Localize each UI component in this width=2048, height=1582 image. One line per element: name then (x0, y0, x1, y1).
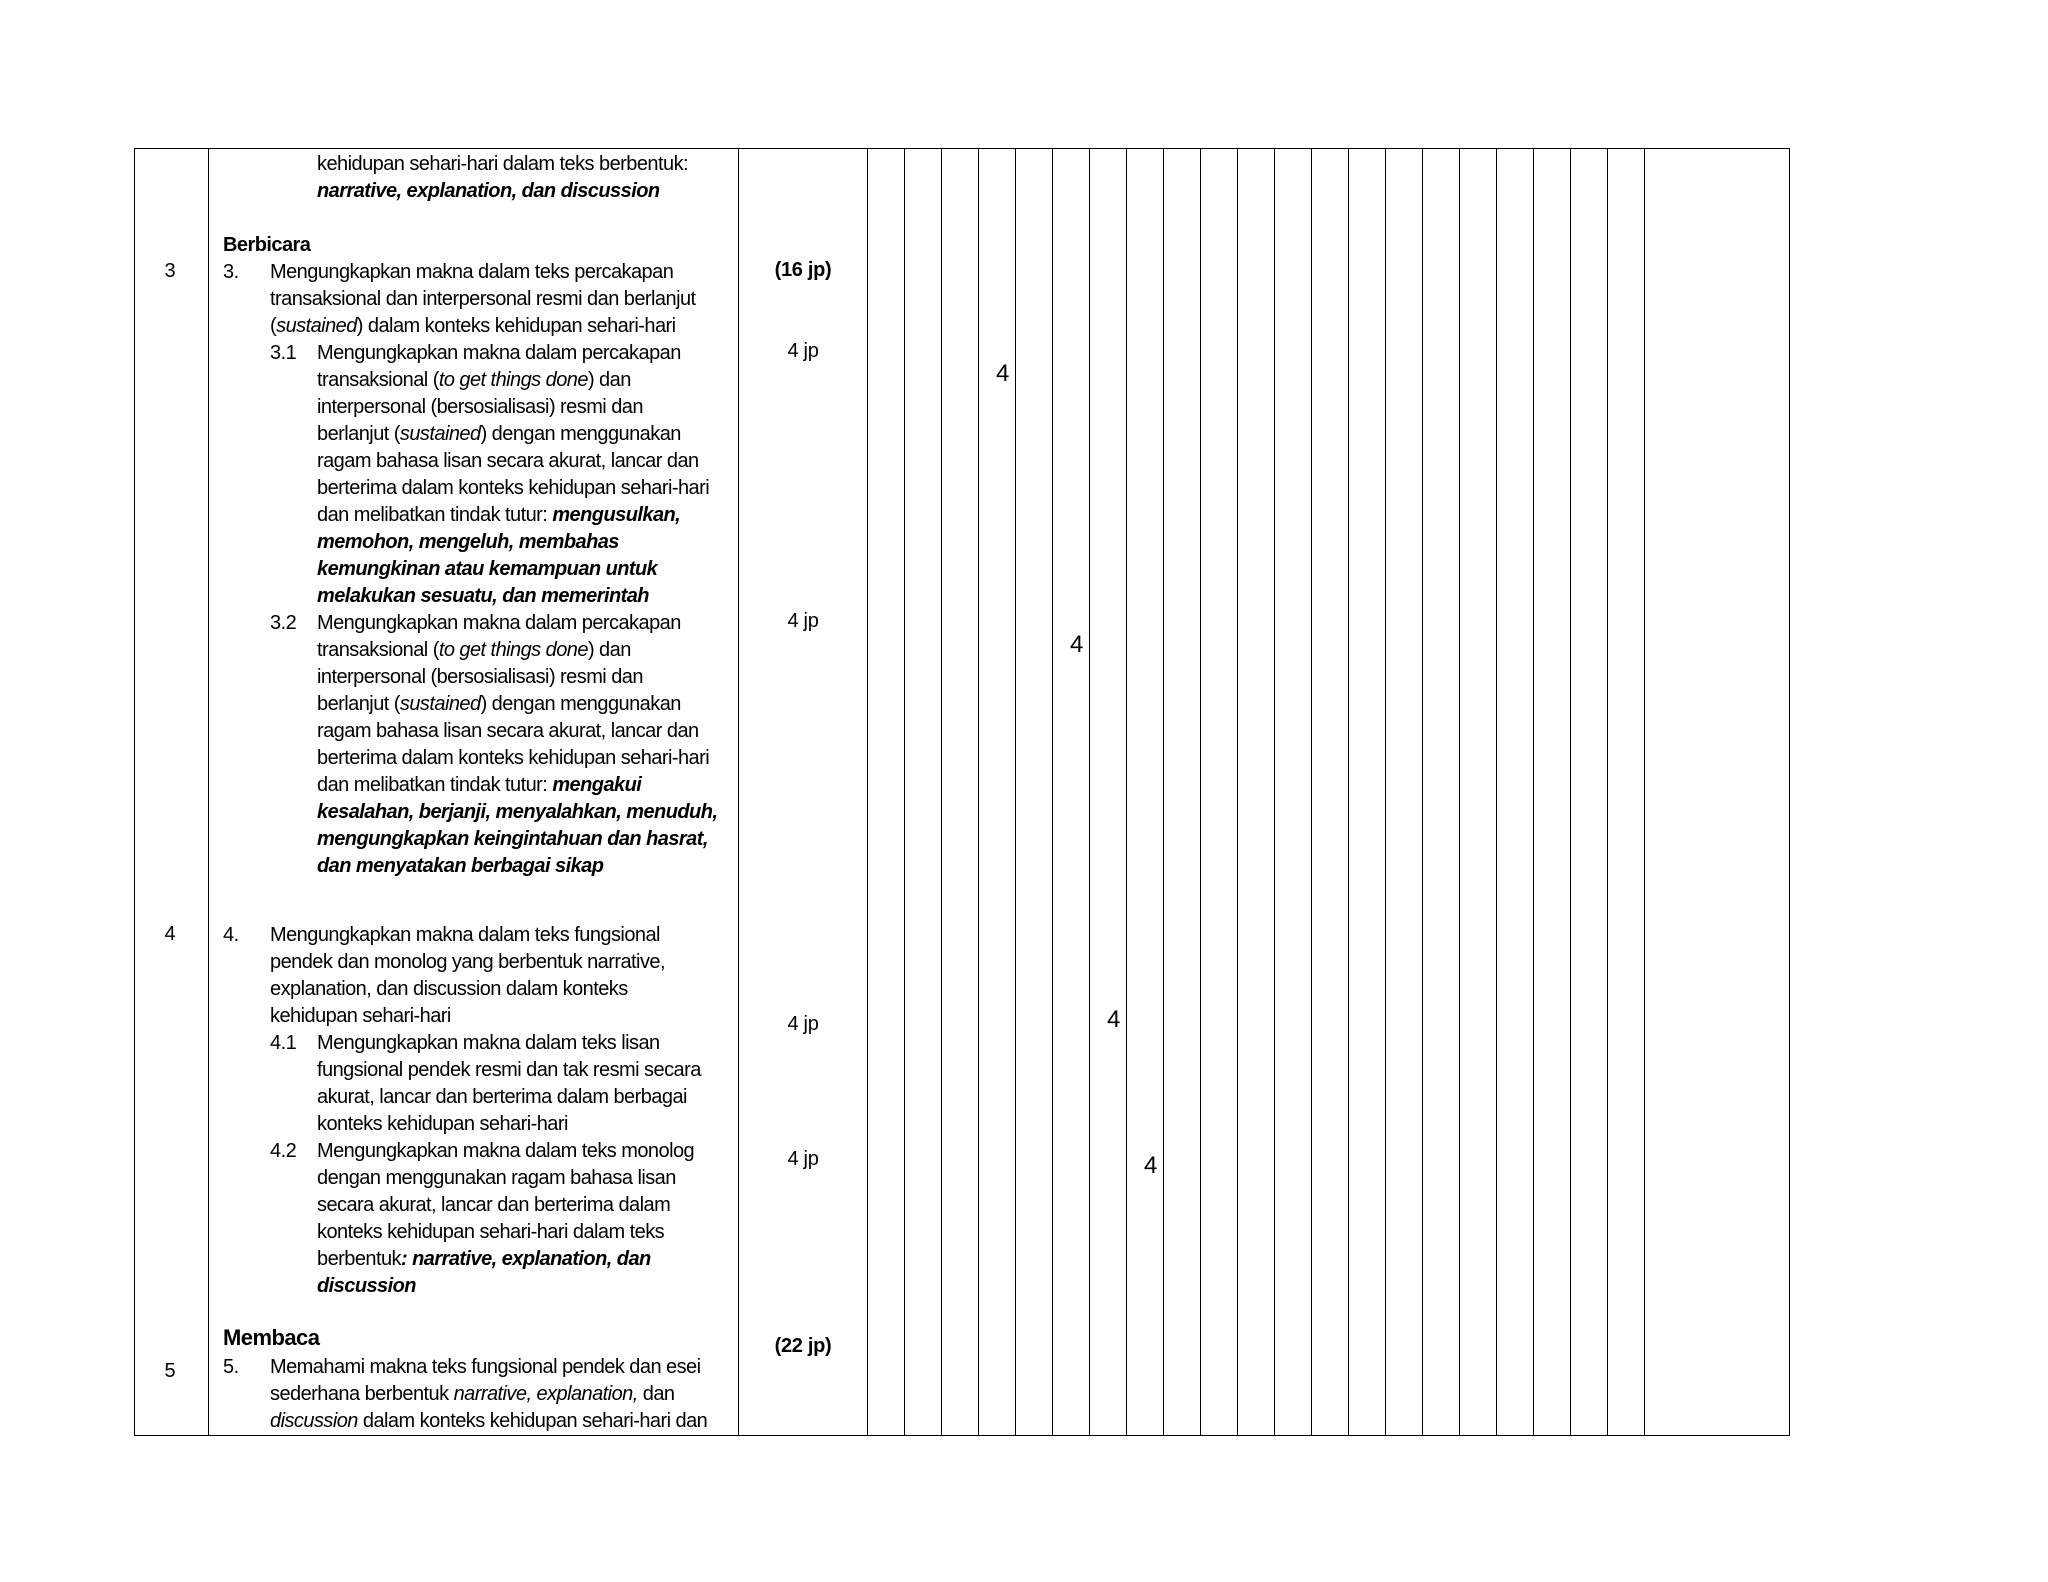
text-line: kesalahan, berjanji, menyalahkan, menuduh, (317, 801, 718, 823)
text-span: mengakui (552, 774, 642, 796)
schedule-mark: 4 (1107, 1006, 1121, 1033)
text-line (317, 1246, 651, 1273)
text-span: transaksional ( (317, 369, 439, 391)
text-line: kehidupan sehari-hari dalam teks berbentuk: (317, 153, 689, 175)
text-line: akurat, lancar dan berterima dalam berbagai (317, 1086, 687, 1108)
text-span: mengusulkan, (552, 504, 681, 526)
text-span: narrative, explanation, (453, 1383, 638, 1405)
time-allocation: (16 jp) (774, 259, 832, 281)
text-line: narrative, explanation, dan discussion (317, 180, 660, 202)
text-line: Mengungkapkan makna dalam percakapan (317, 342, 681, 364)
text-line (317, 772, 641, 799)
text-span: sustained (399, 423, 481, 445)
schedule-mark: 4 (996, 360, 1010, 387)
column-divider (1348, 148, 1349, 1436)
column-divider (1644, 148, 1645, 1436)
text-line: discussion (317, 1275, 416, 1297)
item-number: 4. (223, 924, 239, 946)
column-divider (1533, 148, 1534, 1436)
text-span: dan (637, 1383, 675, 1405)
time-allocation: 4 jp (787, 1148, 819, 1170)
text-line (317, 367, 631, 394)
text-line (317, 637, 631, 664)
column-divider (1385, 148, 1386, 1436)
text-line (270, 1381, 674, 1408)
text-line: kehidupan sehari-hari (270, 1005, 451, 1027)
text-line: mengungkapkan keingintahuan dan hasrat, (317, 828, 708, 850)
text-line: melakukan sesuatu, dan memerintah (317, 585, 649, 607)
item-number: 3.1 (270, 342, 297, 364)
text-span: sederhana berbentuk (270, 1383, 454, 1405)
text-line: transaksional dan interpersonal resmi dan berlanjut (270, 288, 696, 310)
text-line: Mengungkapkan makna dalam teks percakapan (270, 261, 674, 283)
item-number: 5. (223, 1356, 239, 1378)
row-number: 3 (164, 260, 176, 282)
column-divider (1422, 148, 1423, 1436)
text-line: secara akurat, lancar dan berterima dalam (317, 1194, 671, 1216)
column-divider (1311, 148, 1312, 1436)
text-line: kemungkinan atau kemampuan untuk (317, 558, 658, 580)
text-span: berlanjut ( (317, 423, 400, 445)
text-line: Mengungkapkan makna dalam percakapan (317, 612, 681, 634)
text-line: ragam bahasa lisan secara akurat, lancar dan (317, 450, 699, 472)
text-span: dan melibatkan tindak tutur: (317, 774, 553, 796)
section-heading: Berbicara (223, 234, 311, 256)
text-span: ) dengan menggunakan (480, 423, 681, 445)
text-line: interpersonal (bersosialisasi) resmi dan (317, 666, 643, 688)
column-divider (1200, 148, 1201, 1436)
text-line: konteks kehidupan sehari-hari dalam teks (317, 1221, 665, 1243)
column-divider (1607, 148, 1608, 1436)
text-line (270, 313, 676, 340)
column-divider (978, 148, 979, 1436)
time-allocation: (22 jp) (774, 1335, 832, 1357)
item-number: 3. (223, 261, 239, 283)
text-line: dan menyatakan berbagai sikap (317, 855, 604, 877)
text-line (270, 1408, 707, 1435)
time-allocation: 4 jp (787, 340, 819, 362)
time-allocation: 4 jp (787, 1013, 819, 1035)
text-line: memohon, mengeluh, membahas (317, 531, 619, 553)
text-span: ) dengan menggunakan (480, 693, 681, 715)
text-line: berterima dalam konteks kehidupan sehari-hari (317, 477, 710, 499)
text-line: Memahami makna teks fungsional pendek dan esei (270, 1356, 701, 1378)
column-divider (1237, 148, 1238, 1436)
text-line: Mengungkapkan makna dalam teks fungsional (270, 924, 660, 946)
text-span: ( (270, 315, 277, 337)
text-line: Mengungkapkan makna dalam teks monolog (317, 1140, 695, 1162)
text-line: explanation, dan discussion dalam konteks (270, 978, 628, 1000)
column-divider (904, 148, 905, 1436)
text-span: discussion (270, 1410, 358, 1432)
text-line (317, 421, 681, 448)
text-line: konteks kehidupan sehari-hari (317, 1113, 568, 1135)
text-line: Mengungkapkan makna dalam teks lisan (317, 1032, 660, 1054)
column-divider (1274, 148, 1275, 1436)
text-line: dengan menggunakan ragam bahasa lisan (317, 1167, 676, 1189)
text-span: ) dan (587, 639, 631, 661)
item-number: 4.1 (270, 1032, 297, 1054)
text-line: berterima dalam konteks kehidupan sehari-hari (317, 747, 710, 769)
column-divider (1570, 148, 1571, 1436)
column-divider (1015, 148, 1016, 1436)
text-line (317, 691, 681, 718)
column-divider (208, 148, 209, 1436)
text-span: ) dalam konteks kehidupan sehari-hari (356, 315, 676, 337)
item-number: 3.2 (270, 612, 297, 634)
text-span: berlanjut ( (317, 693, 400, 715)
time-allocation: 4 jp (787, 610, 819, 632)
column-divider (1459, 148, 1460, 1436)
row-number: 5 (164, 1360, 176, 1382)
item-number: 4.2 (270, 1140, 297, 1162)
text-line: pendek dan monolog yang berbentuk narrative, (270, 951, 665, 973)
column-divider (1496, 148, 1497, 1436)
column-divider (867, 148, 868, 1436)
text-span: sustained (399, 693, 481, 715)
text-span: to get things done (438, 369, 588, 391)
text-line (317, 502, 680, 529)
text-line: interpersonal (bersosialisasi) resmi dan (317, 396, 643, 418)
column-divider (1052, 148, 1053, 1436)
schedule-mark: 4 (1070, 631, 1084, 658)
column-divider (1126, 148, 1127, 1436)
text-span: to get things done (438, 639, 588, 661)
text-span: dan melibatkan tindak tutur: (317, 504, 553, 526)
text-line: fungsional pendek resmi dan tak resmi secara (317, 1059, 701, 1081)
column-divider (941, 148, 942, 1436)
section-heading: Membaca (223, 1325, 320, 1350)
text-line: ragam bahasa lisan secara akurat, lancar dan (317, 720, 699, 742)
column-divider (1163, 148, 1164, 1436)
text-span: : narrative, explanation, dan (401, 1248, 651, 1270)
text-span: berbentuk (317, 1248, 402, 1270)
schedule-mark: 4 (1144, 1152, 1158, 1179)
text-span: transaksional ( (317, 639, 439, 661)
text-span: dalam konteks kehidupan sehari-hari dan (357, 1410, 708, 1432)
text-span: ) dan (587, 369, 631, 391)
column-divider (1089, 148, 1090, 1436)
text-span: sustained (276, 315, 357, 337)
row-number: 4 (164, 923, 176, 945)
column-divider (738, 148, 739, 1436)
